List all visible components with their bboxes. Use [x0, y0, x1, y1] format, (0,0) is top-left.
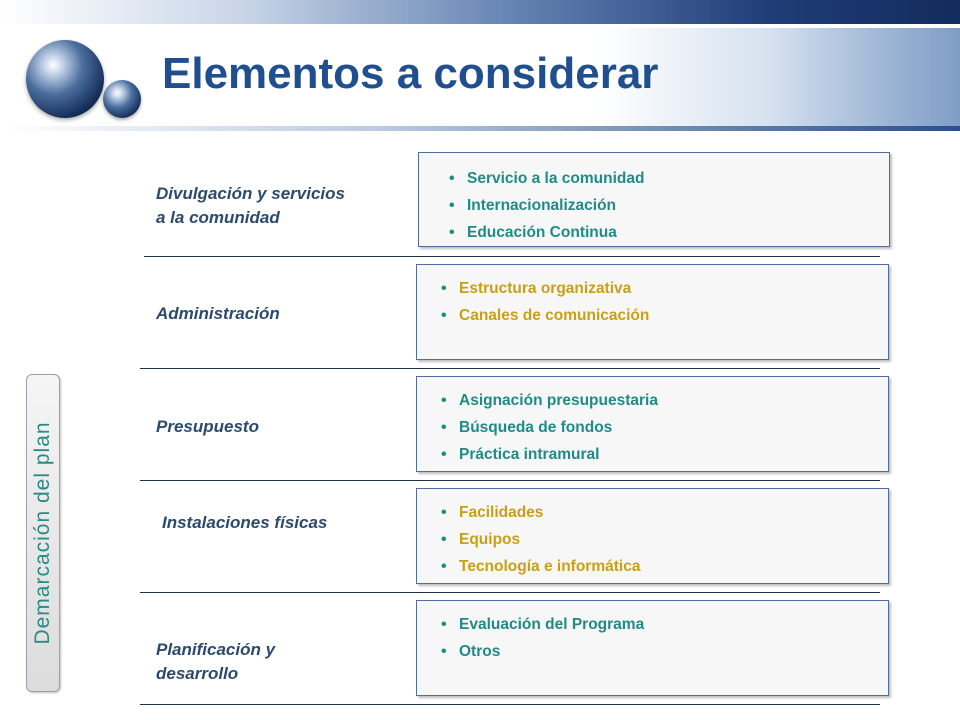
bullet-icon: • [441, 307, 447, 324]
bullet-icon: • [449, 197, 455, 214]
category-label-presupuesto: Presupuesto [156, 417, 259, 436]
bullet-icon: • [441, 616, 447, 633]
side-tab [26, 374, 60, 692]
category-label-instalaciones: Instalaciones físicas [162, 513, 328, 532]
list-item: • Estructura organizativa [439, 275, 888, 302]
bullet-icon: • [441, 419, 447, 436]
item-box-administracion [416, 264, 889, 360]
bullet-icon: • [441, 392, 447, 409]
bullet-icon: • [441, 558, 447, 575]
list-item: • Servicio a la comunidad [447, 165, 889, 192]
section-divider [140, 480, 880, 481]
list-item: • Educación Continua [447, 219, 889, 246]
globe-large-icon [26, 40, 104, 118]
slide-title: Elementos a considerar [162, 49, 659, 98]
section-divider [144, 256, 880, 257]
bullet-icon: • [441, 280, 447, 297]
item-box-divulgacion [418, 152, 890, 247]
list-item: • Búsqueda de fondos [439, 414, 888, 441]
item-box-instalaciones [416, 488, 889, 584]
bullet-icon: • [441, 643, 447, 660]
bullet-icon: • [449, 170, 455, 187]
category-label-planificacion: Planificación y desarrollo [156, 640, 276, 683]
list-item: • Facilidades [439, 499, 888, 526]
item-box-presupuesto [416, 376, 889, 472]
section-divider [140, 592, 880, 593]
item-list [417, 601, 888, 665]
bullet-icon: • [441, 531, 447, 548]
section-divider [140, 704, 880, 705]
bullet-icon: • [441, 504, 447, 521]
category-label-administracion: Administración [156, 304, 280, 323]
item-list [417, 265, 888, 329]
item-box-planificacion [416, 600, 889, 696]
section-divider [140, 368, 880, 369]
list-item: • Otros [439, 638, 888, 665]
top-decorative-bar [0, 0, 960, 24]
item-list [417, 377, 888, 468]
item-list [419, 153, 889, 246]
bullet-icon: • [449, 224, 455, 241]
list-item: • Asignación presupuestaria [439, 387, 888, 414]
list-item: • Internacionalización [447, 192, 889, 219]
item-list [417, 489, 888, 580]
header-rule [0, 126, 960, 131]
globe-small-icon [103, 80, 141, 118]
list-item: • Evaluación del Programa [439, 611, 888, 638]
category-label-divulgacion: Divulgación y servicios a la comunidad [156, 184, 345, 227]
side-tab-label: Demarcación del plan [31, 421, 54, 645]
list-item: • Canales de comunicación [439, 302, 888, 329]
list-item: • Práctica intramural [439, 441, 888, 468]
list-item: • Equipos [439, 526, 888, 553]
list-item: • Tecnología e informática [439, 553, 888, 580]
bullet-icon: • [441, 446, 447, 463]
